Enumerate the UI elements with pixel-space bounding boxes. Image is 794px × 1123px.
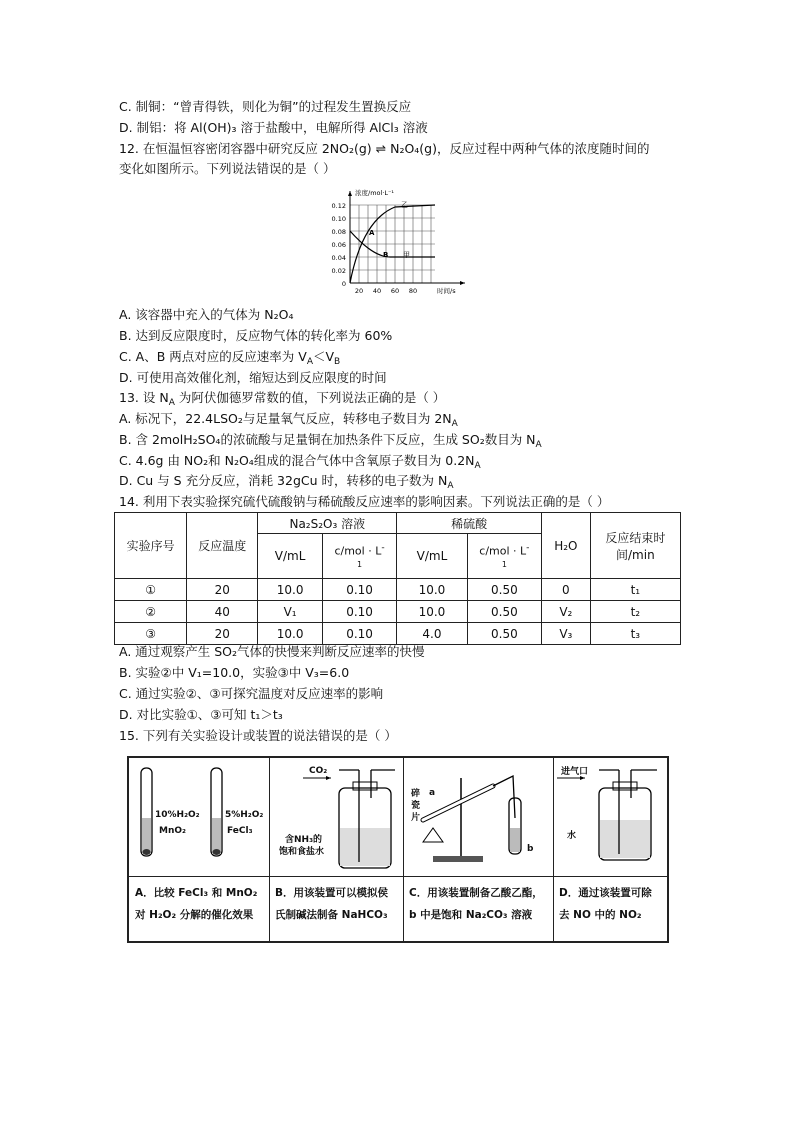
q13-stem: 13. 设 $N_A$ 为阿伏伽德罗常数的值，下列说法正确的是（ ） bbox=[119, 390, 446, 408]
header-c2: c/mol · L- 1 bbox=[467, 534, 541, 579]
ytick: 0 bbox=[341, 280, 346, 288]
ytick: 0.04 bbox=[331, 254, 346, 262]
q12-option-a: A. 该容器中充入的气体为 N₂O₄ bbox=[119, 307, 294, 322]
q14-option-d: D. 对比实验①、③可知 t₁＞t₃ bbox=[119, 707, 283, 722]
header-temp: 反应温度 bbox=[187, 513, 258, 579]
q13-option-d: D. Cu 与 S 充分反应，消耗 32gCu 时，转移的电子数为 $N_A$ bbox=[119, 473, 454, 491]
x-axis-label: 时间/s bbox=[437, 287, 456, 295]
header-no: 实验序号 bbox=[115, 513, 187, 579]
header-v1: V/mL bbox=[258, 534, 323, 579]
curve-label-yi: 乙 bbox=[401, 201, 408, 209]
q13-option-b: B. 含 2molH₂SO₄的浓硫酸与足量铜在加热条件下反应，生成 SO₂数目为 $N_A$ bbox=[119, 432, 542, 450]
header-acid: 稀硫酸 bbox=[397, 513, 542, 534]
apparatus-panel bbox=[127, 756, 669, 943]
header-water: H₂O bbox=[542, 513, 591, 579]
xtick: 80 bbox=[408, 287, 418, 295]
header-na2s2o3: Na₂S₂O₃ 溶液 bbox=[258, 513, 397, 534]
ytick: 0.08 bbox=[331, 228, 346, 236]
experiment-table bbox=[114, 512, 681, 645]
panel-d: 进气口 水 D．通过该装置可除 去 NO 中的 NO₂ bbox=[553, 758, 667, 941]
y-axis-label: 浓度/mol·L⁻¹ bbox=[355, 189, 395, 197]
curve-label-jia: 甲 bbox=[403, 251, 410, 259]
header-c1: c/mol · L- 1 bbox=[322, 534, 396, 579]
q14-stem: 14. 利用下表实验探究硫代硫酸钠与稀硫酸反应速率的影响因素。下列说法正确的是（ ） bbox=[119, 494, 610, 509]
table-row: ③ 20 10.0 0.10 4.0 0.50 V₃ t₃ bbox=[115, 623, 681, 645]
xtick: 20 bbox=[354, 287, 364, 295]
q12-option-c: C. A、B 两点对应的反应速率为 $V_A<V_B$ bbox=[119, 349, 341, 367]
point-label-a: A bbox=[369, 229, 375, 237]
q12-stem-line2: 变化如图所示。下列说法错误的是（ ） bbox=[119, 161, 336, 176]
q14-option-c: C. 通过实验②、③可探究温度对反应速率的影响 bbox=[119, 686, 384, 701]
q12-stem-line1: 12. 在恒温恒容密闭容器中研究反应 2NO₂(g) ⇌ N₂O₄(g)，反应过程中两种气体的浓度随时间的 bbox=[119, 141, 650, 156]
ytick: 0.12 bbox=[331, 202, 346, 210]
xtick: 40 bbox=[372, 287, 382, 295]
header-v2: V/mL bbox=[397, 534, 467, 579]
q14-option-b: B. 实验②中 V₁=10.0，实验③中 V₃=6.0 bbox=[119, 665, 350, 680]
panel-c: 碎 瓷 片 a b C．用该装置制备乙酸乙酯， b 中是饱和 Na₂CO₃ 溶液 bbox=[403, 758, 554, 941]
concentration-time-graph bbox=[325, 187, 475, 299]
header-end-time: 反应结束时 间/min bbox=[590, 513, 680, 579]
panel-b: CO₂ 含NH₃的 饱和食盐水 B．用该装置可以模拟侯 氏制碱法制备 NaHCO₃ bbox=[269, 758, 404, 941]
q12-option-b: B. 达到反应限度时，反应物气体的转化率为 60% bbox=[119, 328, 393, 343]
point-label-b: B bbox=[383, 251, 389, 259]
q13-option-c: C. 4.6g 由 NO₂和 N₂O₄组成的混合气体中含氧原子数目为 $0.2N_A$ bbox=[119, 453, 481, 471]
q15-stem: 15. 下列有关实验设计或装置的说法错误的是（ ） bbox=[119, 728, 397, 743]
q11-option-c: C. 制铜：“曾青得铁，则化为铜”的过程发生置换反应 bbox=[119, 99, 412, 114]
ytick: 0.06 bbox=[331, 241, 346, 249]
ytick: 0.10 bbox=[331, 215, 346, 223]
ytick: 0.02 bbox=[331, 267, 346, 275]
q13-option-a: A. 标况下，22.4LSO₂与足量氧气反应，转移电子数目为 $2N_A$ bbox=[119, 411, 458, 429]
q11-option-d: D. 制铝：将 Al(OH)₃ 溶于盐酸中，电解所得 AlCl₃ 溶液 bbox=[119, 120, 428, 135]
q12-option-d: D. 可使用高效催化剂，缩短达到反应限度的时间 bbox=[119, 370, 387, 385]
q14-option-a: A. 通过观察产生 SO₂气体的快慢来判断反应速率的快慢 bbox=[119, 644, 425, 659]
xtick: 60 bbox=[390, 287, 400, 295]
panel-a: 10%H₂O₂ MnO₂ 5%H₂O₂ FeCl₃ A．比较 FeCl₃ 和 MnO₂ 对 H₂O₂ 分解的催化效果 bbox=[129, 758, 270, 941]
table-row: ② 40 V₁ 0.10 10.0 0.50 V₂ t₂ bbox=[115, 601, 681, 623]
table-row: ① 20 10.0 0.10 10.0 0.50 0 t₁ bbox=[115, 579, 681, 601]
